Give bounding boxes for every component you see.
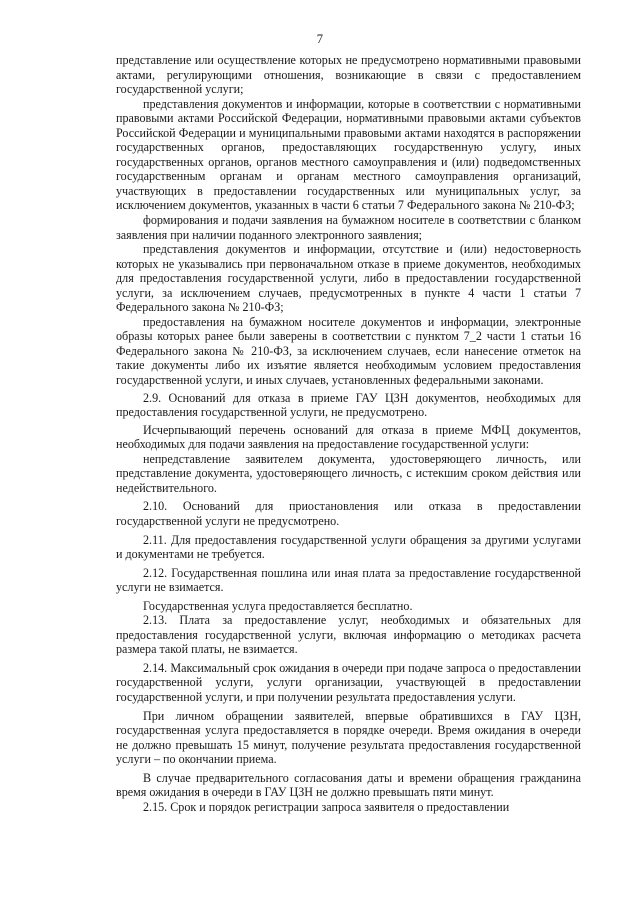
- paragraph-identity-document: непредставление заявителем документа, удостоверяющего личность, или представление документа, удостоверяющего личность, с истекшим сроком действия или недействительного.: [116, 451, 581, 495]
- paragraph-continuation: представление или осуществление которых не предусмотрено нормативными правовыми актами, регулирующими отношения, возникающие в связи с предоставлением государственной услуги;: [116, 53, 581, 97]
- section-2-13: 2.13. Плата за предоставление услуг, необходимых и обязательных для предоставления государственной услуги, включая информацию о методиках расчета размера такой платы, не взимается.: [116, 613, 581, 657]
- section-2-11: 2.11. Для предоставления государственной услуги обращения за другими услугами и документами не требуется.: [116, 532, 581, 562]
- section-2-14: 2.14. Максимальный срок ожидания в очереди при подаче запроса о предоставлении государственной услуги, услуги организации, участвующей в предоставлении государственной услуги, и при получении результата предоставления услуги.: [116, 660, 581, 704]
- paragraph-prearranged-waiting: В случае предварительного согласования даты и времени обращения гражданина время ожидания в очереди в ГАУ ЦЗН не должно превышать пяти минут.: [116, 770, 581, 800]
- section-2-10: 2.10. Оснований для приостановления или отказа в предоставлении государственной услуги не предусмотрено.: [116, 499, 581, 528]
- paragraph-paper-application: формирования и подачи заявления на бумажном носителе в соответствии с бланком заявления при наличии поданного электронного заявления;: [116, 213, 581, 242]
- section-2-15: 2.15. Срок и порядок регистрации запроса заявителя о предоставлении: [143, 799, 510, 814]
- paragraph-paper-originals: предоставления на бумажном носителе документов и информации, электронные образы которых ранее были заверены в соответствии с пунктом 7_2 части 1 статьи 16 Федерального закона № 210-ФЗ, за исключением случаев, если нанесение отметок на такие документы либо их изъятие является необходимым условием предоставления государственной услуги, и иных случаев, установленных федеральными законами.: [116, 314, 581, 388]
- section-2-9: 2.9. Оснований для отказа в приеме ГАУ ЦЗН документов, необходимых для предоставления государственной услуги, не предусмотрено.: [116, 390, 581, 420]
- paragraph-undisclosed-defects: представления документов и информации, отсутствие и (или) недостоверность которых не указывались при первоначальном отказе в приеме документов, необходимых для предоставления государственной услуги, либо в предоставлении государственной услуги, за исключением случаев, предусмотренных в пункте 4 части 1 статьи 7 Федерального закона № 210-ФЗ;: [116, 242, 581, 315]
- section-2-12: 2.12. Государственная пошлина или иная плата за предоставление государственной услуги не взимается.: [116, 565, 581, 595]
- document-body: [116, 53, 581, 814]
- paragraph-free-of-charge: Государственная услуга предоставляется бесплатно.: [143, 598, 413, 613]
- paragraph-mfc-refusal-grounds: Исчерпывающий перечень оснований для отказа в приеме МФЦ документов, необходимых для подачи заявления на предоставление государственной услуги:: [116, 422, 581, 452]
- paragraph-documents-in-possession: представления документов и информации, которые в соответствии с нормативными правовыми актами Российской Федерации, нормативными правовыми актами субъектов Российской Федерации и муниципальными правовыми актами находятся в распоряжении государственных органов, предоставляющих государственную услугу, иных государственных органов, органов местного самоуправления и (или) подведомственных государственным органам и органам местного самоуправления организаций, участвующих в предоставлении государственных или муниципальных услуг, за исключением документов, указанных в части 6 статьи 7 Федерального закона № 210-ФЗ;: [116, 96, 581, 213]
- paragraph-personal-visit-waiting: При личном обращении заявителей, впервые обратившихся в ГАУ ЦЗН, государственная услуга предоставляется в порядке очереди. Время ожидания в очереди не должно превышать 15 минут, получение результата предоставления государственной услуги – по окончании приема.: [116, 708, 581, 767]
- page-number: 7: [316, 32, 324, 46]
